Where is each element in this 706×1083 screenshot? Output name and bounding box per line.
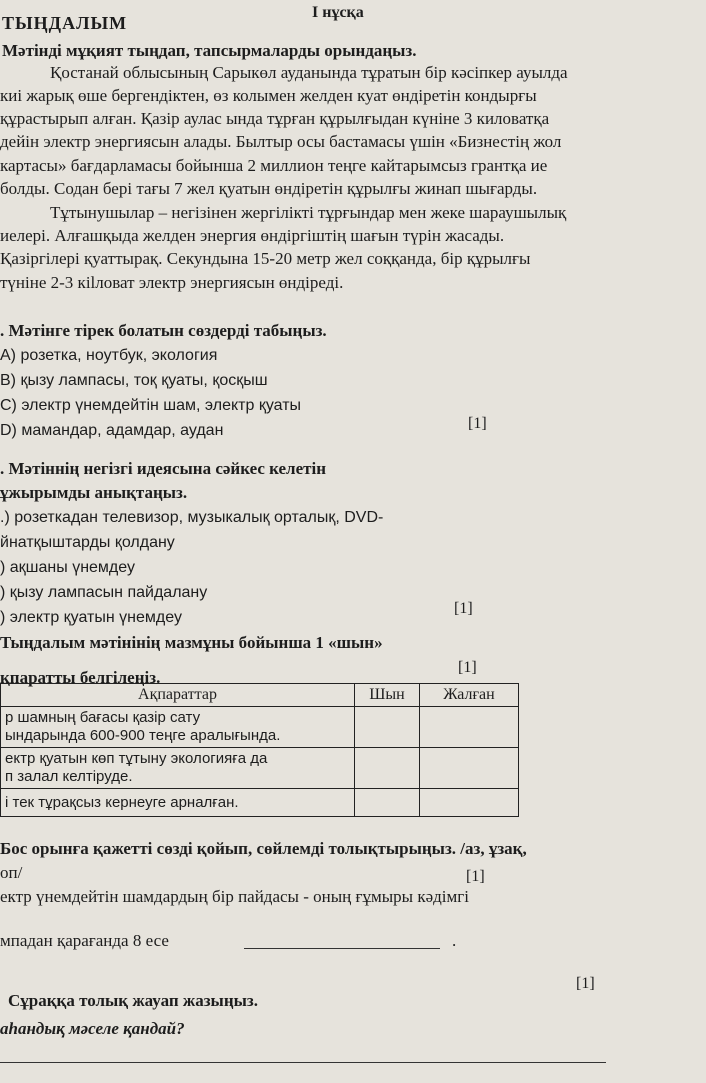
true-answer-cell[interactable] — [355, 748, 420, 789]
option-b[interactable]: ) ақшаны үнемдеу — [0, 559, 135, 576]
question-2-title-cont: ұжырымды анықтаңыз. — [0, 483, 188, 502]
false-answer-cell[interactable] — [420, 707, 519, 748]
table-row — [1, 789, 519, 817]
true-false-table — [0, 683, 519, 817]
score-mark: [1] — [458, 659, 477, 676]
column-header-true: Шын — [355, 684, 420, 707]
answer-line[interactable] — [0, 1062, 606, 1063]
option-b[interactable]: В) қызу лампасы, тоқ қуаты, қосқыш — [0, 372, 268, 389]
statement-line: і тек тұрақсыз кернеуге арналған. — [5, 793, 239, 811]
question-1-title: . Мәтінге тірек болатын сөздерді табыңыз. — [0, 321, 327, 340]
question-2-title: . Мәтіннің негізгі идеясына сәйкес келетін — [0, 459, 327, 478]
statement-line: п залал келтіруде. — [5, 768, 133, 785]
passage-line: құрастырып алған. Қазір аулас ында тұрған құрылғыдан күніне 3 киловатқа — [0, 109, 550, 128]
option-d[interactable]: ) электр қуатын үнемдеу — [0, 609, 182, 626]
question-3-title: Тыңдалым мәтінінің мазмұны бойынша 1 «шын» — [0, 633, 383, 652]
statement-cell — [1, 707, 355, 748]
option-c[interactable]: С) электр үнемдейтін шам, электр қуаты — [0, 397, 302, 414]
passage-line: Қостанай облысының Сарыкөл ауданында тұратын бір кәсіпкер ауылда — [50, 63, 568, 82]
option-d[interactable]: D) мамандар, адамдар, аудан — [0, 422, 224, 439]
passage-line: дейін электр энергиясын алады. Былтыр осы бастамасы үшін «Бизнестің жол — [0, 132, 562, 151]
statement-cell — [1, 789, 355, 817]
passage-line: картасы» бағдарламасы бойынша 2 миллион теңге кайтарымсыз грантқа ие — [0, 156, 548, 175]
section-title: ТЫҢДАЛЫМ — [2, 13, 128, 33]
question-5-text: аһандық мәселе қандай? — [0, 1019, 185, 1038]
option-a-cont: йнатқыштарды қолдану — [0, 534, 175, 551]
sentence-end: . — [452, 931, 457, 950]
passage-line: болды. Содан бері тағы 7 жел қуатын өндіретін құрылғы жинап шығарды. — [0, 179, 538, 198]
sentence-line: ектр үнемдейтін шамдардың бір пайдасы - оның ғұмыры кәдімгі — [0, 887, 469, 906]
score-mark: [1] — [576, 975, 595, 992]
true-answer-cell[interactable] — [355, 789, 420, 817]
option-c[interactable]: ) қызу лампасын пайдалану — [0, 584, 208, 601]
sentence-line: мпадан қарағанда 8 есе — [0, 931, 169, 950]
statement-line: ындарында 600-900 теңге аралығында. — [5, 727, 281, 744]
statement-line: р шамның бағасы қазір сату — [5, 709, 201, 726]
score-mark: [1] — [468, 415, 487, 432]
statement-line: ектр қуатын көп тұтыну экологияға да — [5, 750, 268, 767]
table-row — [1, 748, 519, 789]
option-a[interactable]: А) розетка, ноутбук, экология — [0, 347, 218, 364]
score-mark: [1] — [466, 868, 485, 885]
passage-line: Тұтынушылар – негізінен жергілікті тұрғындар мен жеке шараушылық — [50, 203, 567, 222]
table-header-row — [1, 684, 519, 707]
statement-cell — [1, 748, 355, 789]
passage-line: Қазіргілері қуаттырақ. Секундына 15-20 метр жел соққанда, бір құрылғы — [0, 249, 531, 268]
instruction: Мәтінді мұқият тыңдап, тапсырмаларды орындаңыз. — [2, 41, 417, 60]
answer-blank[interactable] — [244, 948, 440, 949]
question-4-title-cont: оп/ — [0, 863, 23, 882]
option-a[interactable]: .) розеткадан телевизор, музыкалық орталық, DVD- — [0, 509, 384, 526]
passage-line: иелері. Алғашқыда желден энергия өндіргіштің шағын түрін жасады. — [0, 226, 505, 245]
passage-line: түніне 2-3 кilловат электр энергиясын өндіреді. — [0, 273, 344, 292]
true-answer-cell[interactable] — [355, 707, 420, 748]
variant-label: І нұсқа — [312, 4, 364, 21]
question-4-title: Бос орынға қажетті сөзді қойып, сөйлемді толықтырыңыз. /аз, ұзақ, — [0, 839, 527, 858]
false-answer-cell[interactable] — [420, 789, 519, 817]
column-header-false: Жалған — [420, 684, 519, 707]
question-3-title-cont: қпаратты белгілеңіз. — [0, 668, 161, 687]
question-5-title: Сұраққа толық жауап жазыңыз. — [8, 991, 258, 1010]
table-row — [1, 707, 519, 748]
column-header-statements: Ақпараттар — [1, 684, 355, 707]
false-answer-cell[interactable] — [420, 748, 519, 789]
score-mark: [1] — [454, 600, 473, 617]
passage-line: киі жарық өше бергендіктен, өз колымен желден куат өндіретін кондырғы — [0, 86, 537, 105]
